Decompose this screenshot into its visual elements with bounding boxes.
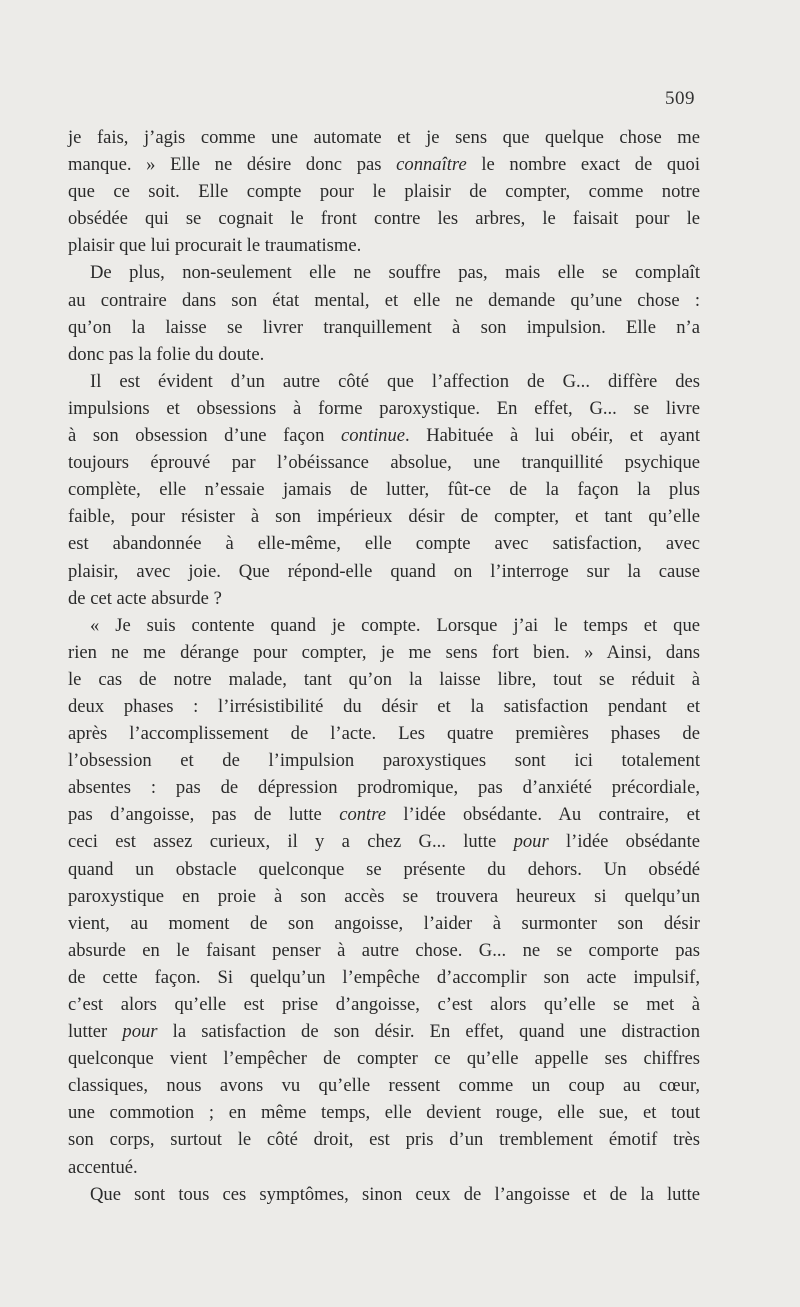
text-line: absentes : pas de dépression prodromique, pas d’anxiété précordiale, (68, 777, 700, 799)
text-segment: . Habituée à lui obéir, et ayant (405, 425, 700, 447)
text-line: classiques, nous avons vu qu’elle ressent comme un coup au cœur, (68, 1075, 700, 1097)
text-line: vient, au moment de son angoisse, l’aider à surmonter son désir (68, 912, 700, 934)
text-line: son corps, surtout le côté droit, est pris d’un tremblement émotif très (68, 1129, 700, 1151)
text-segment: l’idée obsédante (548, 831, 700, 853)
text-line: au contraire dans son état mental, et elle ne demande qu’une chose : (68, 289, 700, 311)
text-line: quelconque vient l’empêcher de compter ce qu’elle appelle ses chiffres (68, 1048, 700, 1070)
text-line (68, 828, 700, 855)
text-line: qu’on la laisse se livrer tranquillement à son impulsion. Elle n’a (68, 316, 700, 338)
text-line: complète, elle n’essaie jamais de lutter, fût-ce de la façon la plus (68, 479, 700, 501)
text-line: que ce soit. Elle compte pour le plaisir de compter, comme notre (68, 181, 700, 203)
italic-word: connaître (396, 154, 467, 176)
text-line: de cette façon. Si quelqu’un l’empêche d’accomplir son acte impulsif, (68, 966, 700, 988)
text-line: toujours éprouvé par l’obéissance absolue, une tranquillité psychique (68, 452, 700, 474)
text-line: absurde en le faisant penser à autre chose. G... ne se comporte pas (68, 939, 700, 961)
italic-word: pour (122, 1021, 158, 1043)
text-segment: manque. » Elle ne désire donc pas (68, 154, 397, 176)
text-segment: pas d’angoisse, pas de lutte (68, 804, 340, 826)
text-line: le cas de notre malade, tant qu’on la laisse libre, tout se réduit à (68, 668, 700, 690)
text-line: l’obsession et de l’impulsion paroxystiques sont ici totalement (68, 750, 700, 772)
text-segment: la satisfaction de son désir. En effet, quand une distraction (157, 1021, 700, 1043)
text-line: « Je suis contente quand je compte. Lorsque j’ai le temps et que (90, 614, 700, 636)
text-segment: le nombre exact de quoi (466, 154, 700, 176)
italic-word: continue (340, 425, 406, 447)
text-line (68, 151, 700, 178)
text-line (68, 801, 700, 828)
text-line (68, 1018, 700, 1045)
text-segment: ceci est assez curieux, il y a chez G... lutte (68, 831, 514, 853)
text-segment: à son obsession d’une façon (68, 425, 341, 447)
text-line: donc pas la folie du doute. (68, 343, 265, 365)
text-line: plaisir, avec joie. Que répond-elle quand on l’interroge sur la cause (68, 560, 700, 582)
text-line: deux phases : l’irrésistibilité du désir et la satisfaction pendant et (68, 695, 700, 717)
body-text (68, 124, 700, 1208)
text-line: Que sont tous ces symptômes, sinon ceux de l’angoisse et de la lutte (90, 1183, 700, 1205)
text-segment: lutter (68, 1021, 123, 1043)
text-segment: l’idée obsédante. Au contraire, et (386, 804, 700, 826)
page-number: 509 (665, 88, 695, 109)
text-line: plaisir que lui procurait le traumatisme. (68, 235, 362, 257)
text-line: une commotion ; en même temps, elle devient rouge, elle sue, et tout (68, 1102, 700, 1124)
text-line: de cet acte absurde ? (68, 587, 222, 609)
italic-word: contre (339, 804, 386, 826)
text-line: quand un obstacle quelconque se présente du dehors. Un obsédé (68, 858, 700, 880)
text-line: accentué. (68, 1156, 138, 1178)
text-line: je fais, j’agis comme une automate et je sens que quelque chose me (68, 127, 700, 148)
text-line (68, 422, 700, 449)
italic-word: pour (513, 831, 549, 853)
text-line: paroxystique en proie à son accès se trouvera heureux si quelqu’un (68, 885, 700, 907)
text-line: obsédée qui se cognait le front contre les arbres, le faisait pour le (68, 208, 700, 230)
text-line: faible, pour résister à son impérieux désir de compter, et tant qu’elle (68, 506, 700, 528)
text-line: rien ne me dérange pour compter, je me sens fort bien. » Ainsi, dans (68, 641, 700, 663)
text-line: c’est alors qu’elle est prise d’angoisse, c’est alors qu’elle se met à (68, 994, 700, 1015)
text-line: De plus, non-seulement elle ne souffre pas, mais elle se complaît (90, 262, 700, 284)
text-line: après l’accomplissement de l’acte. Les quatre premières phases de (68, 723, 700, 745)
text-line: impulsions et obsessions à forme paroxystique. En effet, G... se livre (68, 397, 700, 419)
text-line: est abandonnée à elle-même, elle compte avec satisfaction, avec (68, 533, 700, 555)
text-line: Il est évident d’un autre côté que l’affection de G... diffère des (90, 370, 700, 392)
